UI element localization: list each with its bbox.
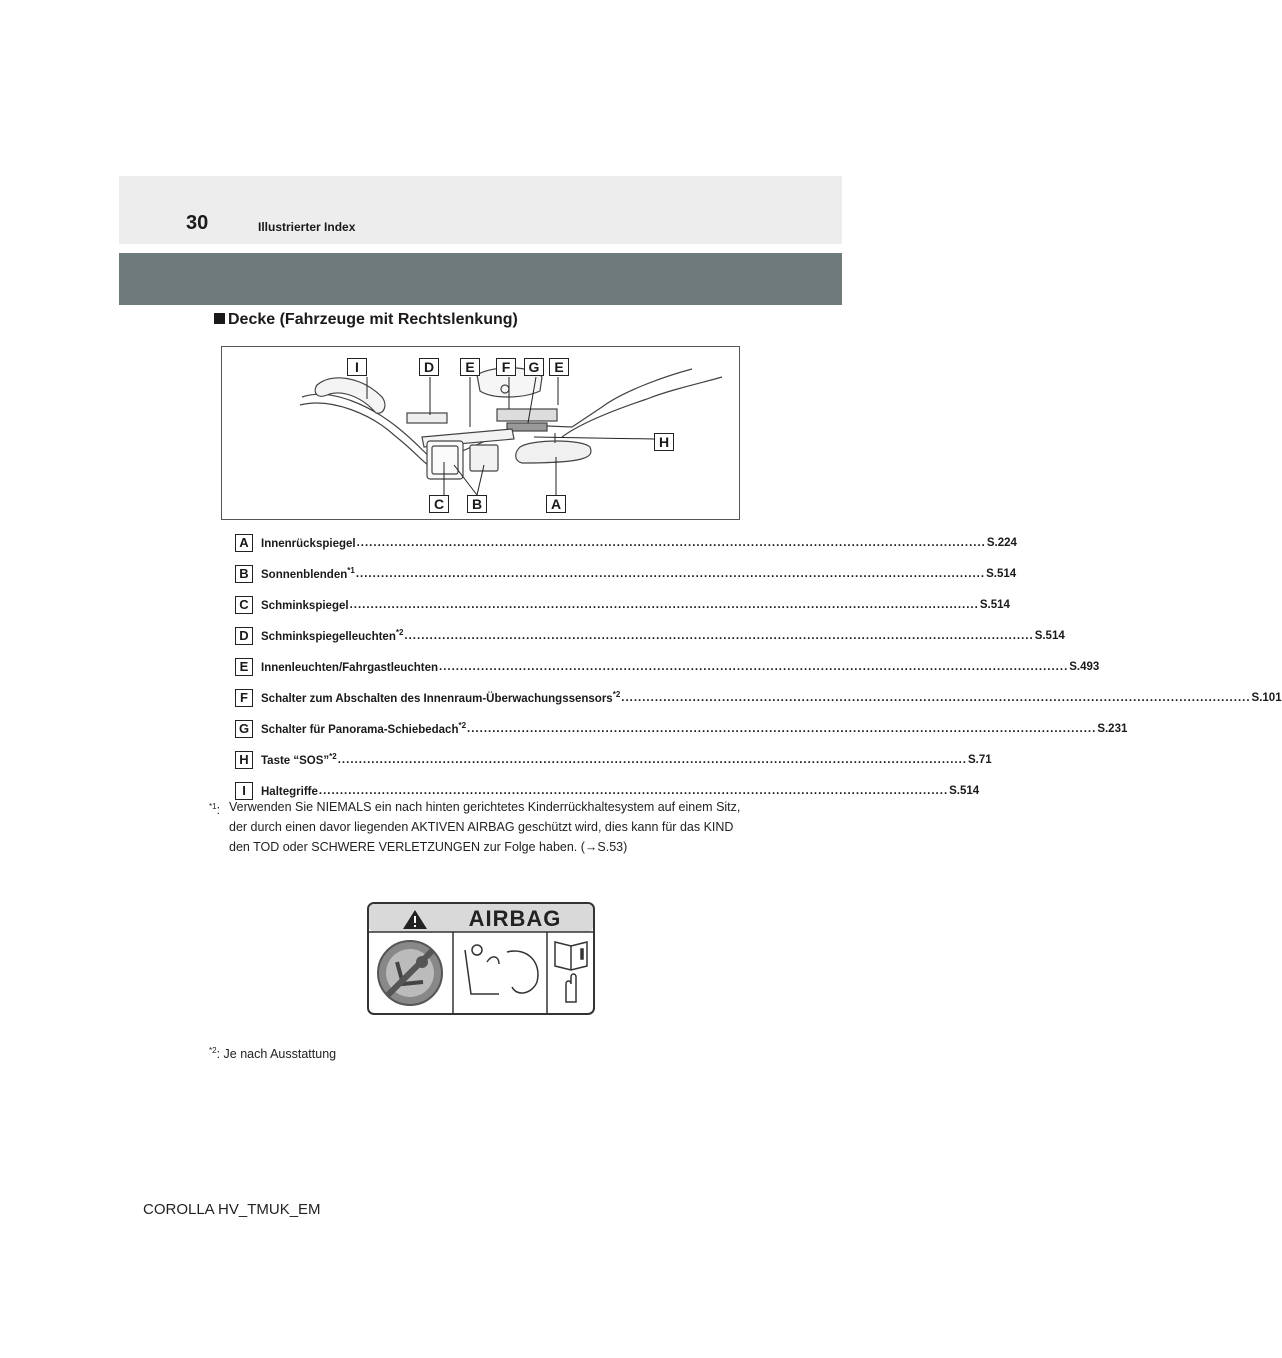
callout-f: F bbox=[496, 358, 516, 376]
index-row bbox=[235, 713, 1128, 744]
callout-e-right: E bbox=[549, 358, 569, 376]
index-page-ref[interactable]: S.231 bbox=[1097, 722, 1128, 735]
callout-e-left: E bbox=[460, 358, 480, 376]
index-letter: B bbox=[235, 565, 253, 583]
index-letter: D bbox=[235, 627, 253, 645]
index-letter: H bbox=[235, 751, 253, 769]
index-row bbox=[235, 558, 1017, 589]
footnote-mark: $^{*1}$: bbox=[209, 802, 221, 818]
index-label-text: Haltegriffe bbox=[261, 785, 318, 798]
leader-dots: ...................................................................................................................................................... bbox=[337, 753, 967, 766]
index-page-ref[interactable]: S.101 bbox=[1251, 691, 1282, 704]
footnote-equipment: $^{*2}$: Je nach Ausstattung bbox=[209, 1046, 337, 1062]
index-label bbox=[261, 659, 438, 674]
index-label-text: Schalter für Panorama-Schiebedach bbox=[261, 723, 459, 736]
callout-b: B bbox=[467, 495, 487, 513]
index-label-text: Schminkspiegel bbox=[261, 599, 349, 612]
no-rear-facing-seat-icon bbox=[378, 941, 442, 1005]
leader-dots: ...................................................................................................................................................... bbox=[621, 691, 1251, 704]
leader-dots: ...................................................................................................................................................... bbox=[467, 722, 1097, 735]
page-number: 30 bbox=[186, 212, 209, 234]
callout-i: I bbox=[347, 358, 367, 376]
leader-dots: ...................................................................................................................................................... bbox=[349, 598, 979, 611]
section-title-text: Decke (Fahrzeuge mit Rechtslenkung) bbox=[228, 311, 518, 328]
index-letter: A bbox=[235, 534, 253, 552]
index-label-text: Sonnenblenden bbox=[261, 568, 348, 581]
airbag-warning-label bbox=[367, 902, 595, 1015]
square-bullet-icon bbox=[214, 313, 225, 324]
index-label bbox=[261, 566, 355, 581]
index-page-ref[interactable]: S.71 bbox=[968, 753, 992, 766]
footnote-mark-text: *1 bbox=[209, 802, 217, 811]
index-footnote-mark: *2 bbox=[612, 690, 621, 700]
footnote-text: Je nach Ausstattung bbox=[223, 1047, 337, 1062]
index-row bbox=[235, 744, 992, 775]
index-label-text: Innenrückspiegel bbox=[261, 537, 356, 550]
index-letter: G bbox=[235, 720, 253, 738]
index-row bbox=[235, 589, 1010, 620]
index-letter: F bbox=[235, 689, 253, 707]
footnote-text: Verwenden Sie NIEMALS ein nach hinten gerichtetes Kinderrückhaltesystem auf einem Sitz, der durch einen davor liegenden AKTIVEN AIRBAG geschützt wird, dies kann für das KIND den TOD oder SCHWERE VERLETZUNGEN zur Folge haben. (→S.53) bbox=[229, 800, 741, 854]
index-footnote-mark: *2 bbox=[395, 628, 404, 638]
callout-h: H bbox=[654, 433, 674, 451]
header-dark-band bbox=[119, 253, 842, 305]
leader-dots: ...................................................................................................................................................... bbox=[439, 660, 1069, 673]
index-list bbox=[235, 527, 1282, 806]
index-letter: C bbox=[235, 596, 253, 614]
airbag-label-text: AIRBAG bbox=[468, 906, 562, 931]
leader-dots: ...................................................................................................................................................... bbox=[356, 536, 986, 549]
index-page-ref[interactable]: S.224 bbox=[986, 536, 1017, 549]
leader-dots: ...................................................................................................................................................... bbox=[318, 784, 949, 797]
index-label bbox=[261, 721, 466, 736]
index-label bbox=[261, 752, 337, 767]
index-row bbox=[235, 620, 1065, 651]
index-page-ref[interactable]: S.514 bbox=[949, 784, 980, 797]
index-letter: I bbox=[235, 782, 253, 800]
leader-dots: ...................................................................................................................................................... bbox=[355, 567, 986, 580]
index-page-ref[interactable]: S.514 bbox=[979, 598, 1010, 611]
callout-a: A bbox=[546, 495, 566, 513]
leader-dots: ...................................................................................................................................................... bbox=[404, 629, 1034, 642]
header-band bbox=[119, 176, 842, 244]
callout-d: D bbox=[419, 358, 439, 376]
section-title bbox=[214, 311, 518, 329]
index-row bbox=[235, 651, 1100, 682]
index-label bbox=[261, 628, 403, 643]
index-footnote-mark: *2 bbox=[329, 752, 337, 762]
index-page-ref[interactable]: S.514 bbox=[986, 567, 1017, 580]
index-label bbox=[261, 690, 620, 705]
header-title: Illustrierter Index bbox=[258, 220, 356, 234]
index-row bbox=[235, 682, 1282, 713]
index-row bbox=[235, 527, 1017, 558]
callout-c: C bbox=[429, 495, 449, 513]
footnote-mark-text: *2 bbox=[209, 1046, 217, 1055]
airbag-label-graphic bbox=[367, 902, 595, 1015]
footnote-airbag-warning bbox=[209, 797, 749, 857]
index-page-ref[interactable]: S.514 bbox=[1034, 629, 1065, 642]
ceiling-illustration bbox=[221, 346, 740, 520]
index-label bbox=[261, 597, 349, 612]
index-letter: E bbox=[235, 658, 253, 676]
index-label-text: Schminkspiegelleuchten bbox=[261, 630, 396, 643]
index-footnote-mark: *1 bbox=[347, 566, 355, 576]
index-footnote-mark: *2 bbox=[458, 721, 467, 731]
index-label bbox=[261, 783, 318, 798]
document-code: COROLLA HV_TMUK_EM bbox=[143, 1201, 321, 1218]
callout-g: G bbox=[524, 358, 544, 376]
index-label-text: Taste “SOS” bbox=[261, 754, 330, 767]
index-label-text: Innenleuchten/Fahrgastleuchten bbox=[261, 661, 438, 674]
index-label-text: Schalter zum Abschalten des Innenraum-Überwachungssensors bbox=[261, 692, 613, 705]
index-page-ref[interactable]: S.493 bbox=[1069, 660, 1100, 673]
index-label bbox=[261, 535, 356, 550]
